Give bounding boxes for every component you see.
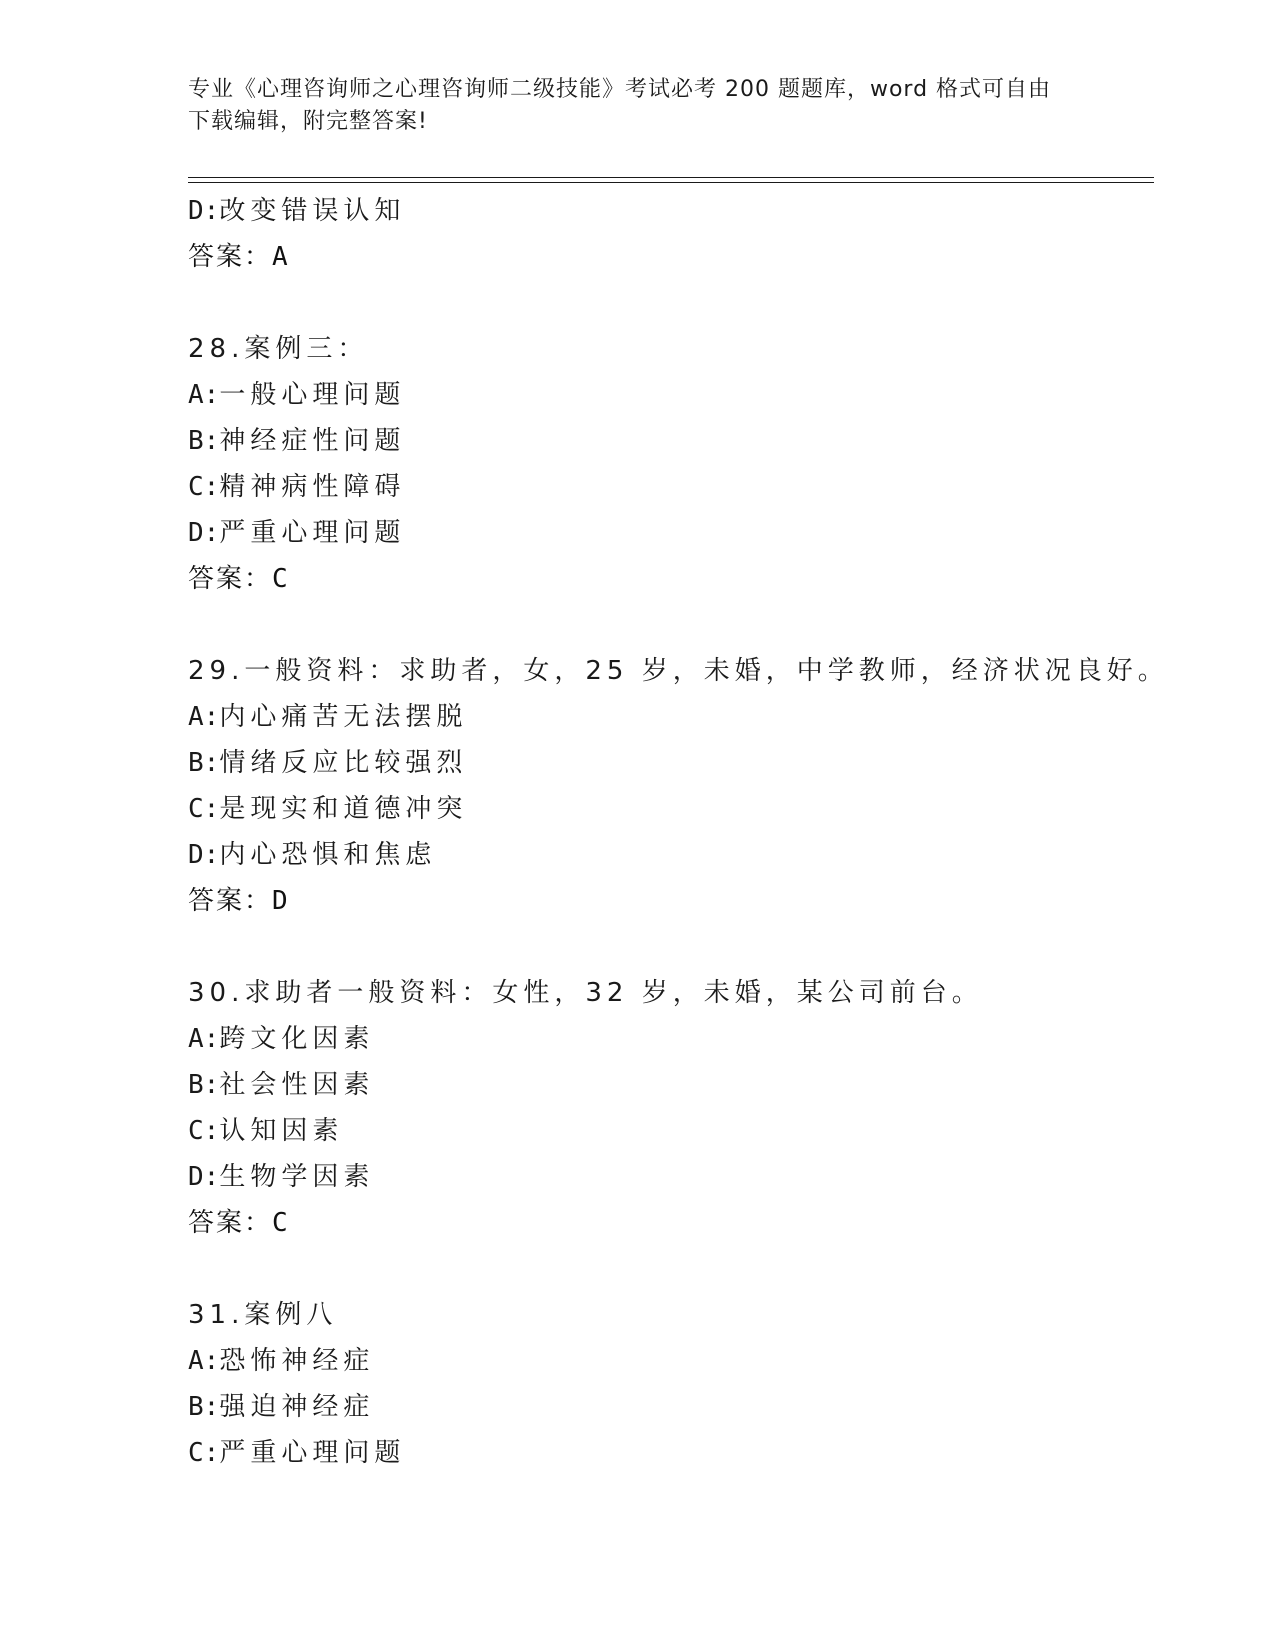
option-a: A:内心痛苦无法摆脱	[188, 702, 468, 732]
spacer	[188, 924, 1154, 970]
option-c: C:严重心理问题	[188, 1438, 406, 1468]
question-stem: 29.一般资料：求助者，女，25 岁，未婚，中学教师，经济状况良好。	[188, 656, 1169, 686]
option-d: D:改变错误认知	[188, 196, 406, 226]
option-d: D:内心恐惧和焦虑	[188, 840, 437, 870]
spacer	[188, 280, 1154, 326]
answer-value: C	[272, 1208, 288, 1238]
answer-line	[188, 878, 1154, 924]
option-c: C:精神病性障碍	[188, 472, 406, 502]
option-b: B:社会性因素	[188, 1070, 375, 1100]
answer-line	[188, 234, 1154, 280]
option-a: A:跨文化因素	[188, 1024, 375, 1054]
answer-label: 答案：	[188, 1208, 273, 1238]
option-a: A:一般心理问题	[188, 380, 406, 410]
answer-label: 答案：	[188, 242, 273, 272]
page-header: 专业《心理咨询师之心理咨询师二级技能》考试必考 200 题题库，word 格式可自由下载编辑，附完整答案!	[188, 77, 1052, 134]
question-stem: 28.案例三：	[188, 334, 369, 364]
spacer	[188, 1246, 1154, 1292]
answer-value: A	[272, 242, 288, 272]
question-stem: 31.案例八	[188, 1300, 338, 1330]
option-b: B:强迫神经症	[188, 1392, 375, 1422]
answer-label: 答案：	[188, 564, 273, 594]
question-list	[188, 188, 1169, 1476]
header-divider-bottom	[188, 182, 1154, 183]
option-c: C:认知因素	[188, 1116, 344, 1146]
option-a: A:恐怖神经症	[188, 1346, 375, 1376]
question-stem: 30.求助者一般资料：女性，32 岁，未婚，某公司前台。	[188, 978, 983, 1008]
answer-line	[188, 1200, 1154, 1246]
answer-value: C	[272, 564, 288, 594]
header-divider-top	[188, 177, 1154, 178]
option-d: D:严重心理问题	[188, 518, 406, 548]
option-b: B:神经症性问题	[188, 426, 406, 456]
option-b: B:情绪反应比较强烈	[188, 748, 468, 778]
option-d: D:生物学因素	[188, 1162, 375, 1192]
answer-line	[188, 556, 1154, 602]
answer-label: 答案：	[188, 886, 273, 916]
answer-value: D	[272, 886, 288, 916]
spacer	[188, 602, 1154, 648]
option-c: C:是现实和道德冲突	[188, 794, 468, 824]
